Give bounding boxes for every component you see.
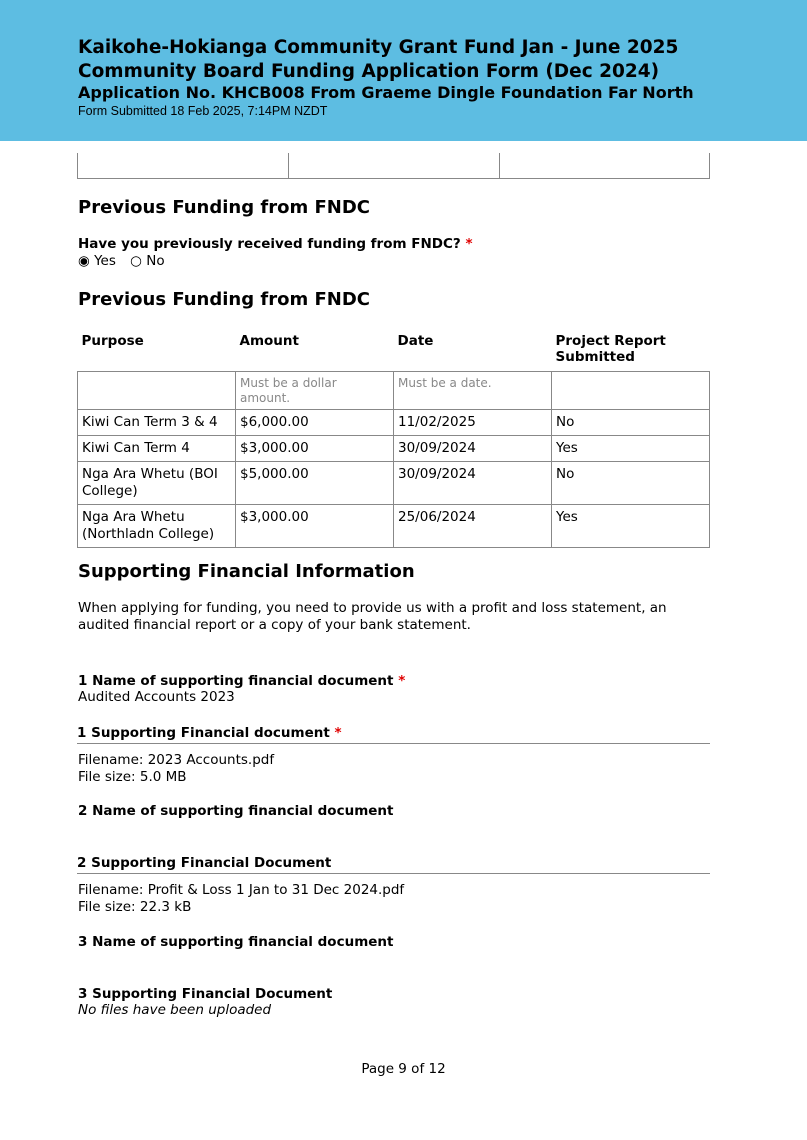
previous-table-bottom-edge [77,153,710,179]
doc2-file-label: 2 Supporting Financial Document [77,855,710,874]
cell-report: Yes [552,436,710,462]
cell-date: 30/09/2024 [394,462,552,505]
date-placeholder: Must be a date. [394,372,552,410]
form-title-line1: Kaikohe-Hokianga Community Grant Fund Jan - June 2025 [78,37,679,58]
table-header-row [78,330,710,372]
table-divider [709,153,710,178]
column-header-purpose: Purpose [81,333,144,349]
placeholder-cell [552,372,710,410]
cell-report: Yes [552,505,710,548]
cell-purpose: Nga Ara Whetu (BOI College) [78,462,236,505]
table-divider [77,153,78,178]
question-label: Have you previously received funding from FNDC? [78,236,461,252]
submitted-timestamp: Form Submitted 18 Feb 2025, 7:14PM NZDT [78,104,328,118]
cell-report: No [552,410,710,436]
doc3-file-label: 3 Supporting Financial Document [78,986,333,1002]
table-row [78,410,710,436]
doc2-name-label: 2 Name of supporting financial document [78,803,394,819]
section-heading-previous-funding: Previous Funding from FNDC [78,197,370,218]
page-number: Page 9 of 12 [361,1061,446,1077]
doc2-filename[interactable]: Filename: Profit & Loss 1 Jan to 31 Dec 2024.pdf [78,882,405,898]
doc1-filesize: File size: 5.0 MB [78,769,187,785]
cell-purpose: Nga Ara Whetu (Northladn College) [78,505,236,548]
column-header-report: Project Report Submitted [555,333,666,365]
cell-date: 11/02/2025 [394,410,552,436]
table-divider [499,153,500,178]
cell-amount: $3,000.00 [236,436,394,462]
cell-purpose: Kiwi Can Term 3 & 4 [78,410,236,436]
radio-yes[interactable]: ◉ Yes [78,253,116,269]
doc3-name-label: 3 Name of supporting financial document [78,934,394,950]
table-divider [288,153,289,178]
form-header [0,0,807,141]
doc2-filesize: File size: 22.3 kB [78,899,192,915]
form-title-line2: Community Board Funding Application Form (Dec 2024) [78,61,660,82]
table-row [78,505,710,548]
previous-funding-table [77,330,710,548]
label-text: 1 Supporting Financial document [77,725,330,741]
previous-funding-question [78,236,473,252]
required-mark: * [334,725,342,741]
cell-amount: $6,000.00 [236,410,394,436]
previous-funding-radio-group [78,253,175,269]
cell-amount: $5,000.00 [236,462,394,505]
supporting-intro-line2: audited financial report or a copy of your bank statement. [78,617,471,633]
amount-placeholder: Must be a dollar amount. [236,372,394,410]
table-row [78,436,710,462]
required-mark: * [398,673,406,689]
cell-purpose: Kiwi Can Term 4 [78,436,236,462]
cell-amount: $3,000.00 [236,505,394,548]
doc1-file-label [77,725,710,744]
column-header-date: Date [397,333,434,349]
application-number: Application No. KHCB008 From Graeme Dingle Foundation Far North [78,83,694,102]
section-heading-previous-funding-table: Previous Funding from FNDC [78,289,370,310]
required-mark: * [465,236,473,252]
table-row [78,462,710,505]
radio-no[interactable]: ○ No [130,253,165,269]
placeholder-cell [78,372,236,410]
table-row-placeholder [78,372,710,410]
doc1-name-label [78,673,405,689]
doc1-name-value: Audited Accounts 2023 [78,689,235,705]
supporting-intro-line1: When applying for funding, you need to provide us with a profit and loss statement, an [78,600,667,616]
doc1-filename[interactable]: Filename: 2023 Accounts.pdf [78,752,275,768]
column-header-amount: Amount [239,333,299,349]
label-text: 1 Name of supporting financial document [78,673,394,689]
cell-date: 25/06/2024 [394,505,552,548]
section-heading-supporting-financial: Supporting Financial Information [78,561,415,582]
doc3-no-files: No files have been uploaded [78,1002,272,1018]
cell-date: 30/09/2024 [394,436,552,462]
cell-report: No [552,462,710,505]
